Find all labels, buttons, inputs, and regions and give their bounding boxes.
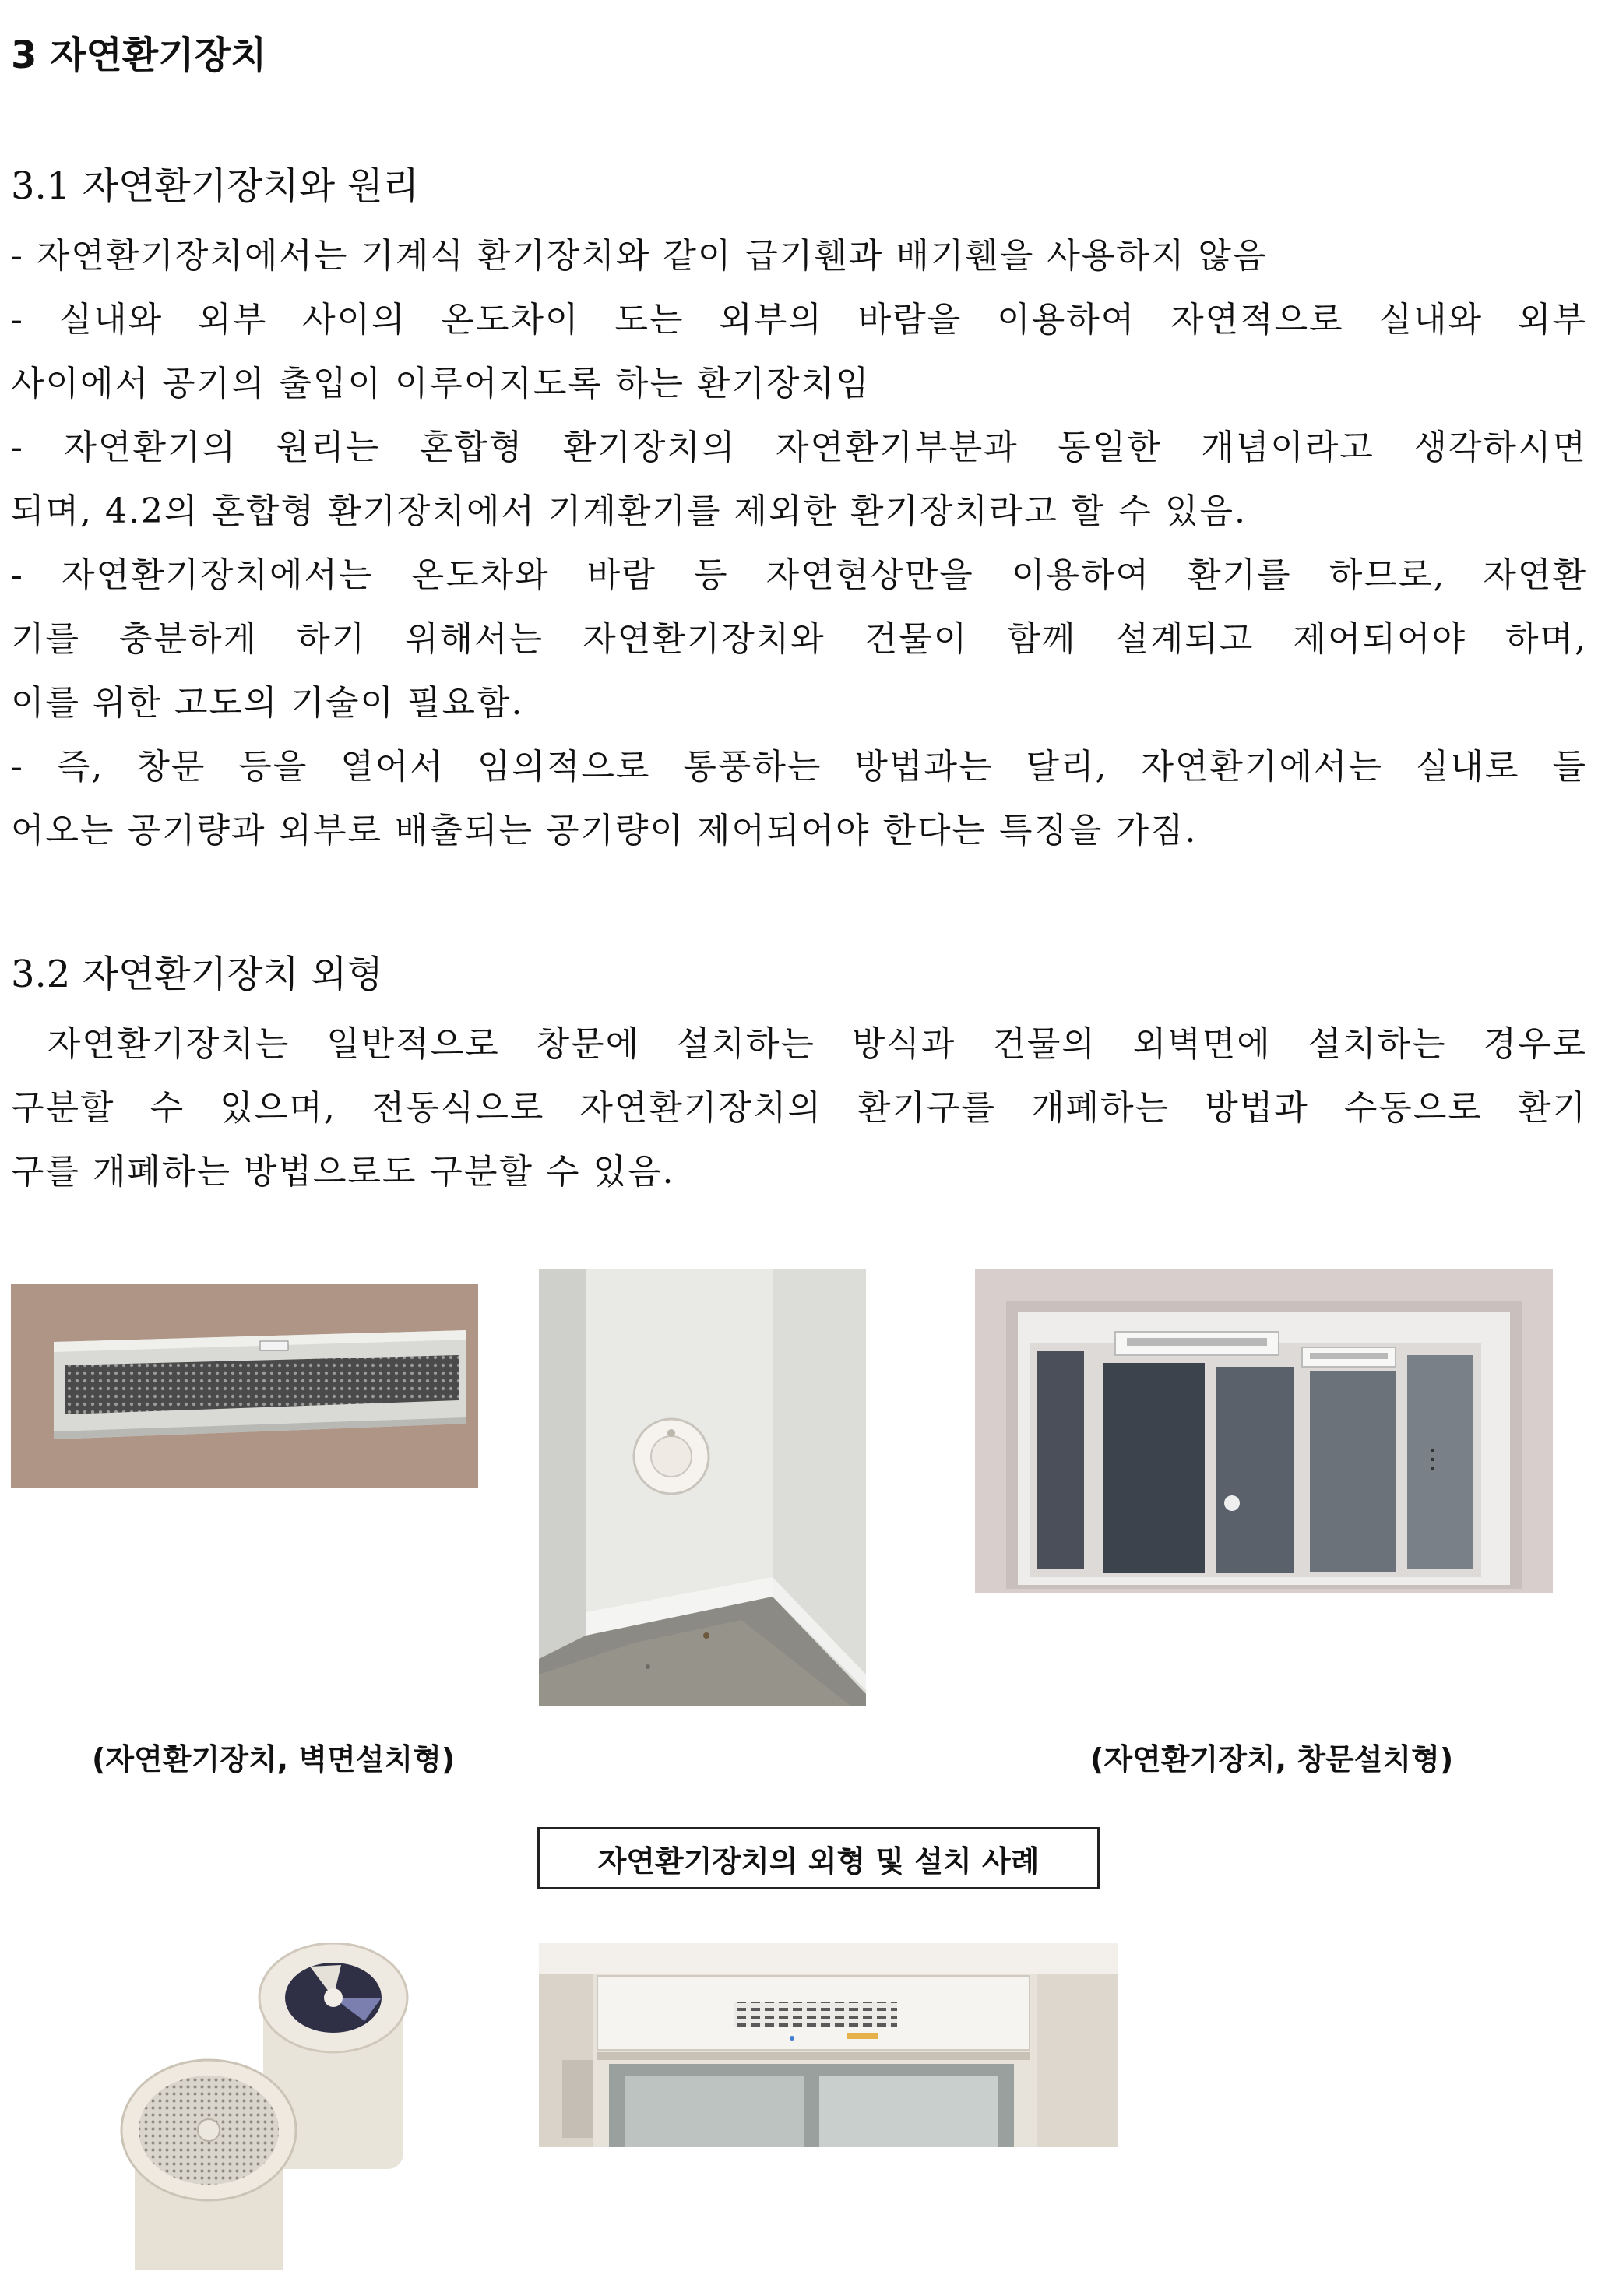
window-top-vent-photo xyxy=(539,1943,1118,2147)
vent-strip-photo xyxy=(11,1284,478,1488)
text-line: 이를 위한 고도의 기술이 필요함. xyxy=(11,683,524,723)
window-vent-photo xyxy=(975,1269,1553,1593)
wall-vent-corner-photo xyxy=(539,1269,866,1706)
subsection-title-3-2: 3.2 자연환기장치 외형 xyxy=(11,953,383,996)
text-line: 사이에서 공기의 출입이 이루어지도록 하는 환기장치임 xyxy=(11,364,871,403)
text-line: - 자연환기장치에서는 온도차와 바람 등 자연현상만을 이용하여 환기를 하므로, 자연환 xyxy=(11,555,1587,595)
subsection-title-3-1: 3.1 자연환기장치와 원리 xyxy=(11,164,420,208)
caption-window-type: (자연환기장치, 창문설치형) xyxy=(1090,1742,1454,1777)
subsection-3-2-body xyxy=(11,1012,1587,1204)
text-line: - 실내와 외부 사이의 온도차이 도는 외부의 바람을 이용하여 자연적으로 실내와 외부 xyxy=(11,300,1587,340)
caption-wall-type: (자연환기장치, 벽면설치형) xyxy=(92,1742,456,1777)
text-line: 기를 충분하게 하기 위해서는 자연환기장치와 건물이 함께 설계되고 제어되어야 하며, xyxy=(11,619,1587,659)
subsection-3-1-body xyxy=(11,224,1587,863)
figure-title-box: 자연환기장치의 외형 및 설치 사례 xyxy=(537,1827,1100,1889)
text-line: - 즉, 창문 등을 열어서 임의적으로 통풍하는 방법과는 달리, 자연환기에서는 실내로 들 xyxy=(11,747,1587,787)
text-line: 어오는 공기량과 외부로 배출되는 공기량이 제어되어야 한다는 특징을 가짐. xyxy=(11,811,1198,850)
text-line: - 자연환기장치에서는 기계식 환기장치와 같이 급기휀과 배기휀을 사용하지 않음 xyxy=(11,236,1268,276)
text-line: 자연환기장치는 일반적으로 창문에 설치하는 방식과 건물의 외벽면에 설치하는 경우로 xyxy=(11,1024,1587,1064)
text-line: 구를 개폐하는 방법으로도 구분할 수 있음. xyxy=(11,1152,675,1192)
text-line: - 자연환기의 원리는 혼합형 환기장치의 자연환기부분과 동일한 개념이라고 생각하시면 xyxy=(11,428,1587,467)
section-title: 3 자연환기장치 xyxy=(11,33,267,77)
text-line: 되며, 4.2의 혼합형 환기장치에서 기계환기를 제외한 환기장치라고 할 수 있음. xyxy=(11,491,1247,531)
round-vent-units-photo xyxy=(107,1943,414,2270)
text-line: 구분할 수 있으며, 전동식으로 자연환기장치의 환기구를 개폐하는 방법과 수동으로 환기 xyxy=(11,1088,1587,1128)
